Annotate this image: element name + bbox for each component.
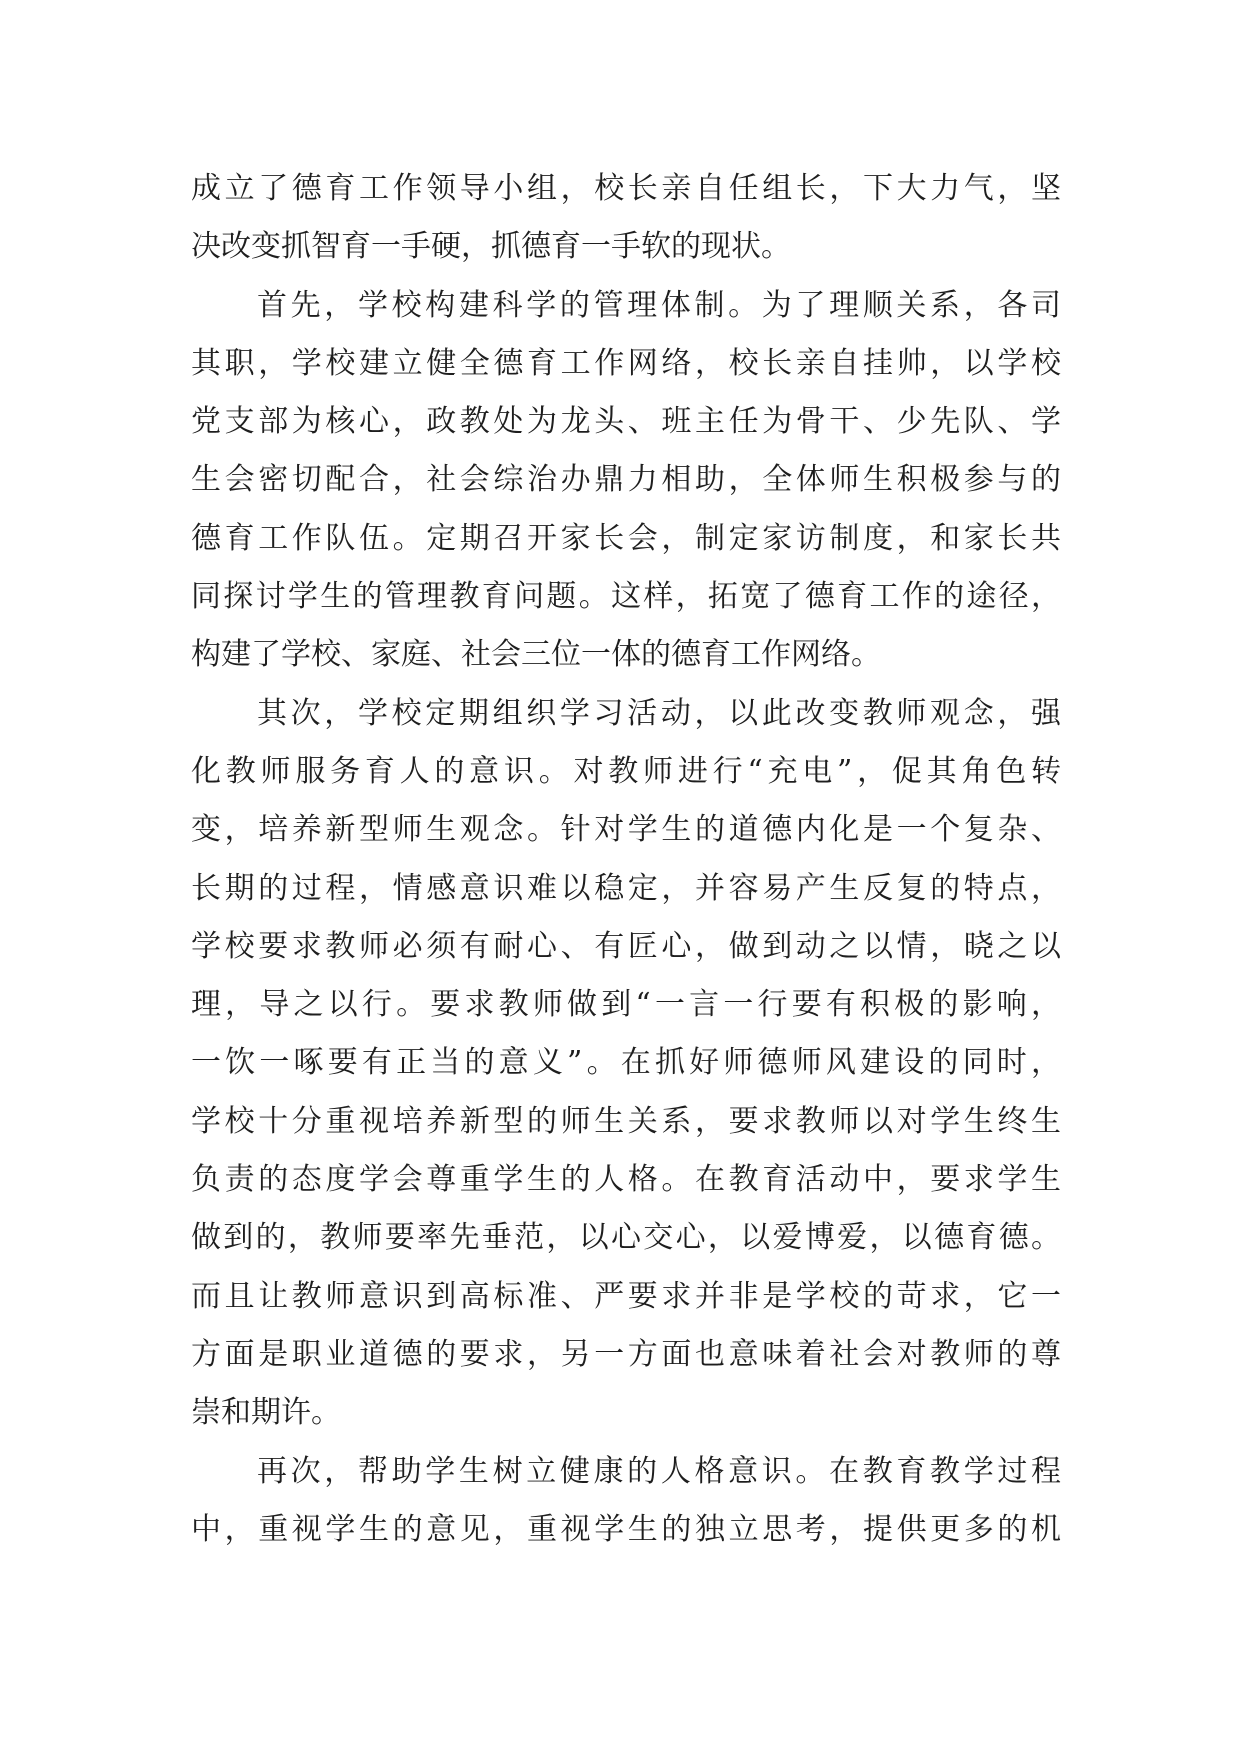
body-text [191, 160, 1061, 1559]
paragraph-2-line-4: 生会密切配合，社会综治办鼎力相助，全体师生积极参与的 [191, 462, 1061, 498]
paragraph-2-line-2: 其职，学校建立健全德育工作网络，校长亲自挂帅，以学校 [191, 345, 1061, 381]
paragraph-3-line-2: 化教师服务育人的意识。对教师进行“充电”，促其角色转 [191, 753, 1061, 789]
paragraph-2-line-5: 德育工作队伍。定期召开家长会，制定家访制度，和家长共 [191, 520, 1061, 556]
paragraph-2-line-1: 首先，学校构建科学的管理体制。为了理顺关系，各司 [257, 287, 1061, 323]
paragraph-2-line-3: 党支部为核心，政教处为龙头、班主任为骨干、少先队、学 [191, 404, 1061, 440]
paragraph-3-line-8: 学校十分重视培养新型的师生关系，要求教师以对学生终生 [191, 1103, 1061, 1139]
paragraph-2-line-6: 同探讨学生的管理教育问题。这样，拓宽了德育工作的途径， [191, 579, 1061, 615]
paragraph-1-line-1: 成立了德育工作领导小组，校长亲自任组长，下大力气，坚 [191, 171, 1061, 206]
paragraph-4-line-2: 中，重视学生的意见，重视学生的独立思考，提供更多的机 [191, 1511, 1061, 1547]
paragraph-4-line-1: 再次，帮助学生树立健康的人格意识。在教育教学过程 [257, 1453, 1061, 1489]
paragraph-3-line-11: 而且让教师意识到高标准、严要求并非是学校的苛求，它一 [191, 1278, 1061, 1314]
paragraph-3-line-1: 其次，学校定期组织学习活动，以此改变教师观念，强 [257, 695, 1061, 731]
paragraph-3-line-7: 一饮一啄要有正当的意义”。在抓好师德师风建设的同时， [191, 1045, 1061, 1081]
paragraph-3-line-3: 变，培养新型师生观念。针对学生的道德内化是一个复杂、 [191, 812, 1061, 848]
paragraph-3-line-13: 崇和期许。 [191, 1395, 341, 1431]
paragraph-3-line-6: 理，导之以行。要求教师做到“一言一行要有积极的影响， [191, 987, 1061, 1023]
paragraph-3-line-5: 学校要求教师必须有耐心、有匠心，做到动之以情，晓之以 [191, 928, 1061, 964]
paragraph-3-line-9: 负责的态度学会尊重学生的人格。在教育活动中，要求学生 [191, 1162, 1061, 1198]
paragraph-3-line-12: 方面是职业道德的要求，另一方面也意味着社会对教师的尊 [191, 1336, 1061, 1372]
paragraph-2-line-7: 构建了学校、家庭、社会三位一体的德育工作网络。 [191, 637, 881, 673]
paragraph-1-line-2: 决改变抓智育一手硬，抓德育一手软的现状。 [191, 229, 791, 265]
paragraph-3-line-4: 长期的过程，情感意识难以稳定，并容易产生反复的特点， [191, 870, 1061, 906]
paragraph-3-line-10: 做到的，教师要率先垂范，以心交心，以爱博爱，以德育德。 [191, 1220, 1061, 1256]
